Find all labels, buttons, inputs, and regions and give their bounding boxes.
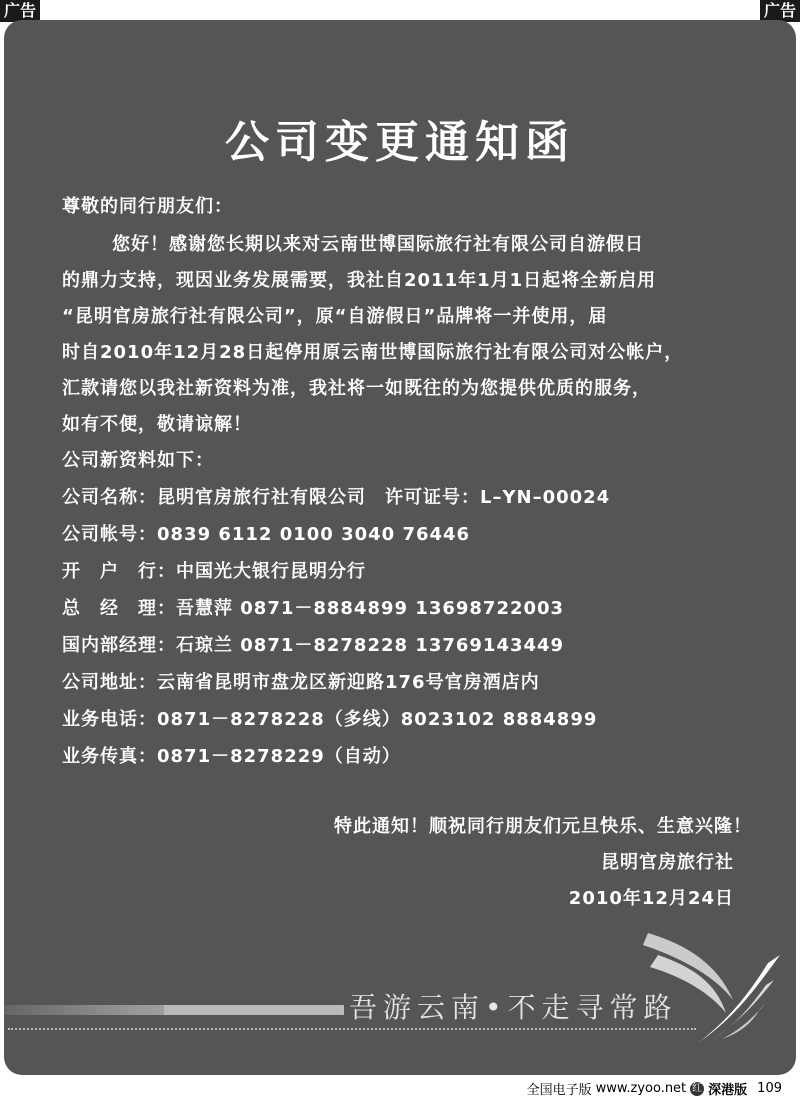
dotted-divider	[8, 1028, 696, 1030]
closing-wish: 特此通知！顺祝同行朋友们元旦快乐、生意兴隆！	[334, 816, 752, 837]
body-line: 的鼎力支持，现因业务发展需要，我社自2011年1月1日起将全新启用	[62, 270, 657, 291]
info-account: 公司帐号：0839 6112 0100 3040 76446	[62, 524, 471, 545]
slogan-bar-light	[164, 1005, 339, 1015]
info-domestic-manager: 国内部经理：石琼兰 0871－8278228 13769143449	[62, 635, 565, 656]
body-line: 如有不便，敬请谅解！	[62, 414, 252, 435]
info-heading: 公司新资料如下：	[62, 450, 214, 471]
body-line: “昆明官房旅行社有限公司”，原“自游假日”品牌将一并使用，届	[62, 306, 608, 327]
body-line: 汇款请您以我社新资料为准，我社将一如既往的为您提供优质的服务，	[62, 378, 651, 399]
body-line: 时自2010年12月28日起停用原云南世博国际旅行社有限公司对公帐户，	[62, 342, 684, 363]
publication-logo-icon: 红	[692, 1082, 703, 1094]
page-number: 109	[757, 1081, 782, 1096]
info-address: 公司地址：云南省昆明市盘龙区新迎路176号官房酒店内	[62, 672, 540, 693]
footer-prefix: 全国电子版	[526, 1083, 592, 1098]
wing-logo-icon	[638, 925, 788, 1050]
footer-url-link[interactable]: www.zyoo.net	[595, 1081, 687, 1096]
ad-tag-left: 广告	[0, 0, 40, 22]
notice-title: 公司变更通知函	[225, 117, 575, 168]
greeting: 尊敬的同行朋友们：	[62, 196, 233, 217]
ad-tag-right: 广告	[760, 0, 800, 22]
info-fax: 业务传真：0871－8278229（自动）	[62, 746, 401, 767]
info-bank: 开 户 行：中国光大银行昆明分行	[62, 561, 366, 582]
closing-company: 昆明官房旅行社	[601, 852, 734, 873]
slogan-text: 吾游云南•不走寻常路	[349, 991, 678, 1024]
closing-date: 2010年12月24日	[568, 888, 734, 909]
notice-panel	[4, 20, 796, 1075]
info-company-name: 公司名称：昆明官房旅行社有限公司 许可证号：L–YN–00024	[62, 487, 611, 508]
footer-edition: 深港版	[708, 1083, 748, 1098]
info-phone: 业务电话：0871－8278228（多线）8023102 8884899	[62, 709, 598, 730]
body-line: 您好！感谢您长期以来对云南世博国际旅行社有限公司自游假日	[112, 234, 644, 255]
page-footer	[527, 1079, 782, 1098]
info-general-manager: 总 经 理：吾慧萍 0871－8884899 13698722003	[62, 598, 565, 619]
